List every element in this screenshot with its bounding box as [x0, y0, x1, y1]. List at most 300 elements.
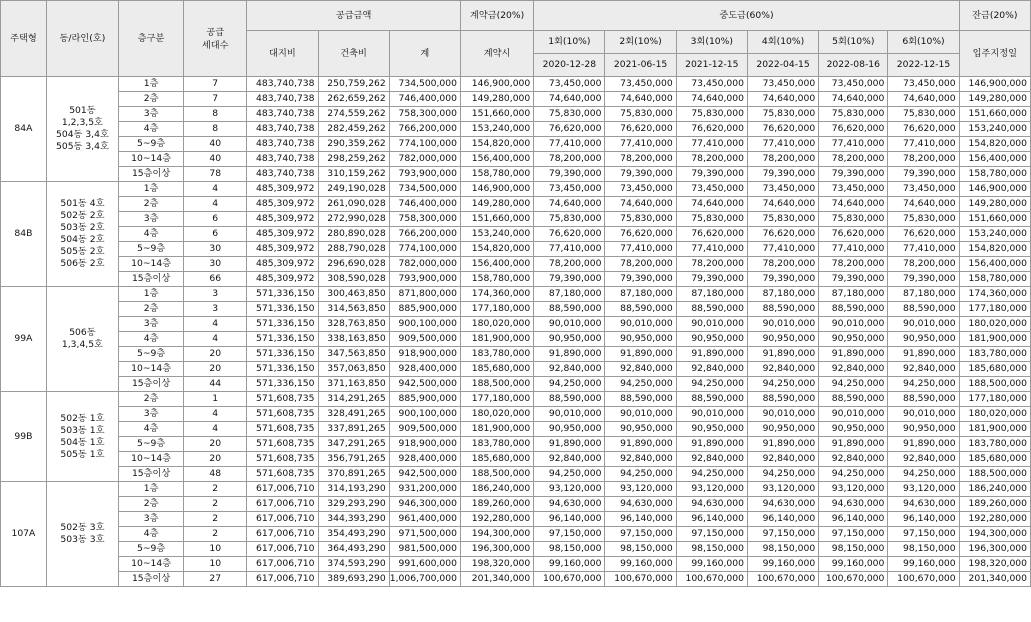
balance-payment-cell: 192,280,000: [959, 512, 1030, 527]
header-balance-group: 잔금(20%): [959, 1, 1030, 31]
middle-payment-5-cell: 92,840,000: [819, 452, 888, 467]
floor-cell: 2층: [119, 392, 184, 407]
middle-payment-4-cell: 91,890,000: [747, 347, 818, 362]
building-price-cell: 314,193,290: [318, 482, 389, 497]
table-row: [1, 467, 1031, 482]
contract-payment-cell: 151,660,000: [460, 212, 533, 227]
header-installment-date: 2021-06-15: [605, 54, 676, 77]
units-cell: 20: [184, 452, 247, 467]
land-price-cell: 485,309,972: [247, 227, 318, 242]
land-price-cell: 483,740,738: [247, 77, 318, 92]
total-price-cell: 909,500,000: [389, 332, 460, 347]
header-building: 건축비: [318, 31, 389, 77]
units-cell: 2: [184, 482, 247, 497]
land-price-cell: 485,309,972: [247, 182, 318, 197]
table-row: [1, 512, 1031, 527]
header-installment-label: 5회(10%): [819, 31, 888, 54]
land-price-cell: 483,740,738: [247, 92, 318, 107]
header-installment-label: 3회(10%): [676, 31, 747, 54]
middle-payment-1-cell: 90,950,000: [534, 332, 605, 347]
units-cell: 4: [184, 197, 247, 212]
middle-payment-4-cell: 90,010,000: [747, 407, 818, 422]
units-cell: 20: [184, 347, 247, 362]
middle-payment-4-cell: 75,830,000: [747, 107, 818, 122]
middle-payment-6-cell: 94,630,000: [888, 497, 959, 512]
floor-cell: 4층: [119, 422, 184, 437]
contract-payment-cell: 181,900,000: [460, 332, 533, 347]
dong-line-text: 501동: [69, 105, 96, 116]
total-price-cell: 774,100,000: [389, 242, 460, 257]
middle-payment-6-cell: 74,640,000: [888, 197, 959, 212]
balance-payment-cell: 177,180,000: [959, 302, 1030, 317]
total-price-cell: 918,900,000: [389, 437, 460, 452]
table-row: [1, 152, 1031, 167]
middle-payment-6-cell: 100,670,000: [888, 572, 959, 587]
table-row: [1, 197, 1031, 212]
middle-payment-4-cell: 77,410,000: [747, 137, 818, 152]
middle-payment-4-cell: 76,620,000: [747, 122, 818, 137]
table-row: [1, 227, 1031, 242]
table-row: [1, 212, 1031, 227]
middle-payment-2-cell: 91,890,000: [605, 347, 676, 362]
middle-payment-3-cell: 73,450,000: [676, 77, 747, 92]
middle-payment-2-cell: 94,250,000: [605, 467, 676, 482]
total-price-cell: 793,900,000: [389, 167, 460, 182]
building-price-cell: 282,459,262: [318, 122, 389, 137]
middle-payment-2-cell: 90,010,000: [605, 407, 676, 422]
middle-payment-6-cell: 78,200,000: [888, 152, 959, 167]
total-price-cell: 758,300,000: [389, 212, 460, 227]
middle-payment-4-cell: 98,150,000: [747, 542, 818, 557]
land-price-cell: 571,336,150: [247, 317, 318, 332]
balance-payment-cell: 185,680,000: [959, 452, 1030, 467]
land-price-cell: 571,608,735: [247, 422, 318, 437]
total-price-cell: 991,600,000: [389, 557, 460, 572]
middle-payment-3-cell: 87,180,000: [676, 287, 747, 302]
land-price-cell: 571,336,150: [247, 377, 318, 392]
middle-payment-1-cell: 87,180,000: [534, 287, 605, 302]
building-price-cell: 344,393,290: [318, 512, 389, 527]
middle-payment-1-cell: 90,010,000: [534, 317, 605, 332]
middle-payment-5-cell: 73,450,000: [819, 182, 888, 197]
middle-payment-4-cell: 93,120,000: [747, 482, 818, 497]
table-row: [1, 482, 1031, 497]
middle-payment-2-cell: 90,010,000: [605, 317, 676, 332]
middle-payment-6-cell: 87,180,000: [888, 287, 959, 302]
building-price-cell: 300,463,850: [318, 287, 389, 302]
middle-payment-4-cell: 94,250,000: [747, 467, 818, 482]
building-price-cell: 371,163,850: [318, 377, 389, 392]
table-row: [1, 122, 1031, 137]
total-price-cell: 946,300,000: [389, 497, 460, 512]
dong-line-text: 503동 1호: [60, 424, 105, 436]
middle-payment-6-cell: 88,590,000: [888, 302, 959, 317]
total-price-cell: 734,500,000: [389, 182, 460, 197]
total-price-cell: 793,900,000: [389, 272, 460, 287]
units-cell: 8: [184, 107, 247, 122]
middle-payment-2-cell: 88,590,000: [605, 392, 676, 407]
total-price-cell: 971,500,000: [389, 527, 460, 542]
middle-payment-1-cell: 76,620,000: [534, 227, 605, 242]
contract-payment-cell: 201,340,000: [460, 572, 533, 587]
dong-line-text: 504동 1호: [60, 436, 105, 448]
middle-payment-5-cell: 91,890,000: [819, 437, 888, 452]
table-row: [1, 317, 1031, 332]
header-installment-date: 2022-04-15: [747, 54, 818, 77]
middle-payment-4-cell: 92,840,000: [747, 452, 818, 467]
middle-payment-5-cell: 88,590,000: [819, 302, 888, 317]
land-price-cell: 617,006,710: [247, 512, 318, 527]
units-cell: 6: [184, 212, 247, 227]
units-cell: 20: [184, 362, 247, 377]
floor-cell: 15층이상: [119, 572, 184, 587]
contract-payment-cell: 192,280,000: [460, 512, 533, 527]
contract-payment-cell: 146,900,000: [460, 77, 533, 92]
floor-cell: 4층: [119, 122, 184, 137]
units-cell: 4: [184, 407, 247, 422]
middle-payment-4-cell: 91,890,000: [747, 437, 818, 452]
middle-payment-2-cell: 77,410,000: [605, 242, 676, 257]
middle-payment-2-cell: 79,390,000: [605, 272, 676, 287]
middle-payment-4-cell: 78,200,000: [747, 152, 818, 167]
middle-payment-5-cell: 90,010,000: [819, 407, 888, 422]
middle-payment-1-cell: 79,390,000: [534, 167, 605, 182]
total-price-cell: 942,500,000: [389, 377, 460, 392]
header-installment-date: 2022-12-15: [888, 54, 959, 77]
land-price-cell: 571,608,735: [247, 437, 318, 452]
floor-cell: 10~14층: [119, 152, 184, 167]
middle-payment-6-cell: 99,160,000: [888, 557, 959, 572]
land-price-cell: 571,336,150: [247, 332, 318, 347]
middle-payment-2-cell: 94,630,000: [605, 497, 676, 512]
contract-payment-cell: 188,500,000: [460, 377, 533, 392]
middle-payment-3-cell: 96,140,000: [676, 512, 747, 527]
units-cell: 3: [184, 287, 247, 302]
total-price-cell: 782,000,000: [389, 152, 460, 167]
building-price-cell: 389,693,290: [318, 572, 389, 587]
total-price-cell: 766,200,000: [389, 227, 460, 242]
floor-cell: 3층: [119, 407, 184, 422]
total-price-cell: 746,400,000: [389, 197, 460, 212]
contract-payment-cell: 149,280,000: [460, 197, 533, 212]
middle-payment-5-cell: 77,410,000: [819, 137, 888, 152]
middle-payment-3-cell: 79,390,000: [676, 272, 747, 287]
middle-payment-5-cell: 75,830,000: [819, 107, 888, 122]
middle-payment-1-cell: 94,630,000: [534, 497, 605, 512]
middle-payment-6-cell: 94,250,000: [888, 377, 959, 392]
middle-payment-2-cell: 79,390,000: [605, 167, 676, 182]
contract-payment-cell: 196,300,000: [460, 542, 533, 557]
units-cell: 20: [184, 437, 247, 452]
middle-payment-4-cell: 90,950,000: [747, 332, 818, 347]
middle-payment-1-cell: 91,890,000: [534, 437, 605, 452]
building-price-cell: 308,590,028: [318, 272, 389, 287]
land-price-cell: 617,006,710: [247, 482, 318, 497]
balance-payment-cell: 180,020,000: [959, 407, 1030, 422]
middle-payment-5-cell: 94,630,000: [819, 497, 888, 512]
building-price-cell: 364,493,290: [318, 542, 389, 557]
middle-payment-4-cell: 88,590,000: [747, 302, 818, 317]
middle-payment-1-cell: 90,950,000: [534, 422, 605, 437]
floor-cell: 1층: [119, 77, 184, 92]
middle-payment-2-cell: 94,250,000: [605, 377, 676, 392]
middle-payment-3-cell: 91,890,000: [676, 347, 747, 362]
middle-payment-1-cell: 77,410,000: [534, 137, 605, 152]
floor-cell: 2층: [119, 197, 184, 212]
middle-payment-1-cell: 94,250,000: [534, 377, 605, 392]
total-price-cell: 774,100,000: [389, 137, 460, 152]
floor-cell: 5~9층: [119, 542, 184, 557]
floor-cell: 4층: [119, 227, 184, 242]
housing-type-cell: 99A: [1, 287, 47, 392]
units-cell: 4: [184, 422, 247, 437]
contract-payment-cell: 149,280,000: [460, 92, 533, 107]
contract-payment-cell: 198,320,000: [460, 557, 533, 572]
dong-line-cell: [46, 77, 118, 182]
dong-line-text: 505동 1호: [60, 448, 105, 460]
middle-payment-2-cell: 76,620,000: [605, 122, 676, 137]
building-price-cell: 290,359,262: [318, 137, 389, 152]
total-price-cell: 885,900,000: [389, 392, 460, 407]
middle-payment-2-cell: 90,950,000: [605, 422, 676, 437]
contract-payment-cell: 177,180,000: [460, 392, 533, 407]
contract-payment-cell: 180,020,000: [460, 407, 533, 422]
table-row: [1, 107, 1031, 122]
building-price-cell: 261,090,028: [318, 197, 389, 212]
land-price-cell: 571,336,150: [247, 302, 318, 317]
middle-payment-6-cell: 76,620,000: [888, 227, 959, 242]
middle-payment-1-cell: 94,250,000: [534, 467, 605, 482]
middle-payment-6-cell: 77,410,000: [888, 137, 959, 152]
table-header: [1, 1, 1031, 77]
table-row: [1, 332, 1031, 347]
dong-line-cell: [46, 392, 118, 482]
middle-payment-1-cell: 98,150,000: [534, 542, 605, 557]
dong-line-text: 502동 1호: [60, 412, 105, 424]
balance-payment-cell: 196,300,000: [959, 542, 1030, 557]
middle-payment-3-cell: 90,950,000: [676, 332, 747, 347]
land-price-cell: 485,309,972: [247, 242, 318, 257]
middle-payment-6-cell: 75,830,000: [888, 107, 959, 122]
floor-cell: 1층: [119, 482, 184, 497]
contract-payment-cell: 186,240,000: [460, 482, 533, 497]
balance-payment-cell: 181,900,000: [959, 422, 1030, 437]
middle-payment-5-cell: 94,250,000: [819, 377, 888, 392]
middle-payment-3-cell: 77,410,000: [676, 137, 747, 152]
floor-cell: 1층: [119, 287, 184, 302]
middle-payment-4-cell: 88,590,000: [747, 392, 818, 407]
contract-payment-cell: 146,900,000: [460, 182, 533, 197]
header-units: 공급 세대수: [184, 1, 247, 77]
middle-payment-6-cell: 76,620,000: [888, 122, 959, 137]
middle-payment-3-cell: 92,840,000: [676, 452, 747, 467]
middle-payment-3-cell: 88,590,000: [676, 392, 747, 407]
middle-payment-6-cell: 97,150,000: [888, 527, 959, 542]
table-row: [1, 422, 1031, 437]
land-price-cell: 571,336,150: [247, 287, 318, 302]
table-row: [1, 167, 1031, 182]
table-row: [1, 527, 1031, 542]
middle-payment-3-cell: 75,830,000: [676, 107, 747, 122]
balance-payment-cell: 149,280,000: [959, 197, 1030, 212]
middle-payment-4-cell: 87,180,000: [747, 287, 818, 302]
units-cell: 10: [184, 557, 247, 572]
total-price-cell: 746,400,000: [389, 92, 460, 107]
balance-payment-cell: 201,340,000: [959, 572, 1030, 587]
middle-payment-6-cell: 74,640,000: [888, 92, 959, 107]
building-price-cell: 298,259,262: [318, 152, 389, 167]
table-row: [1, 347, 1031, 362]
middle-payment-5-cell: 74,640,000: [819, 197, 888, 212]
floor-cell: 10~14층: [119, 452, 184, 467]
total-price-cell: 928,400,000: [389, 452, 460, 467]
total-price-cell: 758,300,000: [389, 107, 460, 122]
middle-payment-3-cell: 92,840,000: [676, 362, 747, 377]
middle-payment-4-cell: 99,160,000: [747, 557, 818, 572]
building-price-cell: 274,559,262: [318, 107, 389, 122]
units-cell: 4: [184, 317, 247, 332]
balance-payment-cell: 156,400,000: [959, 152, 1030, 167]
balance-payment-cell: 153,240,000: [959, 227, 1030, 242]
contract-payment-cell: 158,780,000: [460, 272, 533, 287]
table-row: [1, 362, 1031, 377]
land-price-cell: 571,608,735: [247, 452, 318, 467]
contract-payment-cell: 151,660,000: [460, 107, 533, 122]
floor-cell: 15층이상: [119, 377, 184, 392]
middle-payment-3-cell: 74,640,000: [676, 92, 747, 107]
table-row: [1, 287, 1031, 302]
middle-payment-1-cell: 75,830,000: [534, 107, 605, 122]
table-row: [1, 437, 1031, 452]
housing-type-cell: 84A: [1, 77, 47, 182]
dong-line-text: 502동 2호: [60, 210, 105, 221]
middle-payment-2-cell: 75,830,000: [605, 212, 676, 227]
middle-payment-4-cell: 75,830,000: [747, 212, 818, 227]
header-supply-price: 공급금액: [247, 1, 461, 31]
middle-payment-5-cell: 87,180,000: [819, 287, 888, 302]
middle-payment-1-cell: 92,840,000: [534, 362, 605, 377]
contract-payment-cell: 183,780,000: [460, 347, 533, 362]
building-price-cell: 374,593,290: [318, 557, 389, 572]
floor-cell: 4층: [119, 527, 184, 542]
middle-payment-1-cell: 97,150,000: [534, 527, 605, 542]
building-price-cell: 249,190,028: [318, 182, 389, 197]
middle-payment-4-cell: 76,620,000: [747, 227, 818, 242]
units-cell: 2: [184, 497, 247, 512]
land-price-cell: 571,336,150: [247, 347, 318, 362]
land-price-cell: 617,006,710: [247, 572, 318, 587]
table-row: [1, 452, 1031, 467]
middle-payment-2-cell: 92,840,000: [605, 452, 676, 467]
middle-payment-4-cell: 73,450,000: [747, 182, 818, 197]
middle-payment-3-cell: 77,410,000: [676, 242, 747, 257]
land-price-cell: 617,006,710: [247, 497, 318, 512]
middle-payment-2-cell: 75,830,000: [605, 107, 676, 122]
balance-payment-cell: 183,780,000: [959, 347, 1030, 362]
middle-payment-3-cell: 79,390,000: [676, 167, 747, 182]
table-row: [1, 137, 1031, 152]
land-price-cell: 571,336,150: [247, 362, 318, 377]
middle-payment-4-cell: 97,150,000: [747, 527, 818, 542]
contract-payment-cell: 153,240,000: [460, 122, 533, 137]
balance-payment-cell: 151,660,000: [959, 212, 1030, 227]
middle-payment-6-cell: 90,010,000: [888, 317, 959, 332]
floor-cell: 2층: [119, 497, 184, 512]
land-price-cell: 483,740,738: [247, 122, 318, 137]
total-price-cell: 900,100,000: [389, 407, 460, 422]
middle-payment-1-cell: 75,830,000: [534, 212, 605, 227]
contract-payment-cell: 185,680,000: [460, 452, 533, 467]
units-cell: 40: [184, 152, 247, 167]
units-cell: 3: [184, 302, 247, 317]
middle-payment-1-cell: 77,410,000: [534, 242, 605, 257]
middle-payment-5-cell: 78,200,000: [819, 257, 888, 272]
middle-payment-3-cell: 100,670,000: [676, 572, 747, 587]
building-price-cell: 337,891,265: [318, 422, 389, 437]
building-price-cell: 347,563,850: [318, 347, 389, 362]
total-price-cell: 885,900,000: [389, 302, 460, 317]
middle-payment-4-cell: 77,410,000: [747, 242, 818, 257]
floor-cell: 3층: [119, 212, 184, 227]
middle-payment-2-cell: 91,890,000: [605, 437, 676, 452]
land-price-cell: 571,608,735: [247, 407, 318, 422]
building-price-cell: 356,791,265: [318, 452, 389, 467]
header-installment-date: 2020-12-28: [534, 54, 605, 77]
middle-payment-1-cell: 73,450,000: [534, 77, 605, 92]
balance-payment-cell: 185,680,000: [959, 362, 1030, 377]
middle-payment-2-cell: 90,950,000: [605, 332, 676, 347]
header-installment-label: 4회(10%): [747, 31, 818, 54]
middle-payment-6-cell: 75,830,000: [888, 212, 959, 227]
middle-payment-6-cell: 79,390,000: [888, 167, 959, 182]
header-land: 대지비: [247, 31, 318, 77]
middle-payment-5-cell: 97,150,000: [819, 527, 888, 542]
header-installment-date: 2022-08-16: [819, 54, 888, 77]
middle-payment-5-cell: 90,950,000: [819, 332, 888, 347]
balance-payment-cell: 180,020,000: [959, 317, 1030, 332]
contract-payment-cell: 158,780,000: [460, 167, 533, 182]
balance-payment-cell: 158,780,000: [959, 167, 1030, 182]
total-price-cell: 871,800,000: [389, 287, 460, 302]
middle-payment-3-cell: 90,010,000: [676, 317, 747, 332]
middle-payment-5-cell: 78,200,000: [819, 152, 888, 167]
contract-payment-cell: 177,180,000: [460, 302, 533, 317]
contract-payment-cell: 183,780,000: [460, 437, 533, 452]
contract-payment-cell: 185,680,000: [460, 362, 533, 377]
balance-payment-cell: 188,500,000: [959, 377, 1030, 392]
middle-payment-2-cell: 74,640,000: [605, 197, 676, 212]
middle-payment-2-cell: 98,150,000: [605, 542, 676, 557]
middle-payment-6-cell: 92,840,000: [888, 362, 959, 377]
balance-payment-cell: 188,500,000: [959, 467, 1030, 482]
building-price-cell: 250,759,262: [318, 77, 389, 92]
middle-payment-2-cell: 93,120,000: [605, 482, 676, 497]
housing-type-cell: 99B: [1, 392, 47, 482]
middle-payment-3-cell: 75,830,000: [676, 212, 747, 227]
middle-payment-3-cell: 94,250,000: [676, 377, 747, 392]
middle-payment-2-cell: 73,450,000: [605, 182, 676, 197]
header-contract-group: 계약금(20%): [460, 1, 533, 31]
building-price-cell: 370,891,265: [318, 467, 389, 482]
middle-payment-1-cell: 90,010,000: [534, 407, 605, 422]
middle-payment-3-cell: 78,200,000: [676, 257, 747, 272]
building-price-cell: 338,163,850: [318, 332, 389, 347]
table-body: [1, 77, 1031, 587]
dong-line-text: 506동 2호: [60, 258, 105, 269]
land-price-cell: 571,608,735: [247, 392, 318, 407]
middle-payment-5-cell: 75,830,000: [819, 212, 888, 227]
middle-payment-1-cell: 79,390,000: [534, 272, 605, 287]
